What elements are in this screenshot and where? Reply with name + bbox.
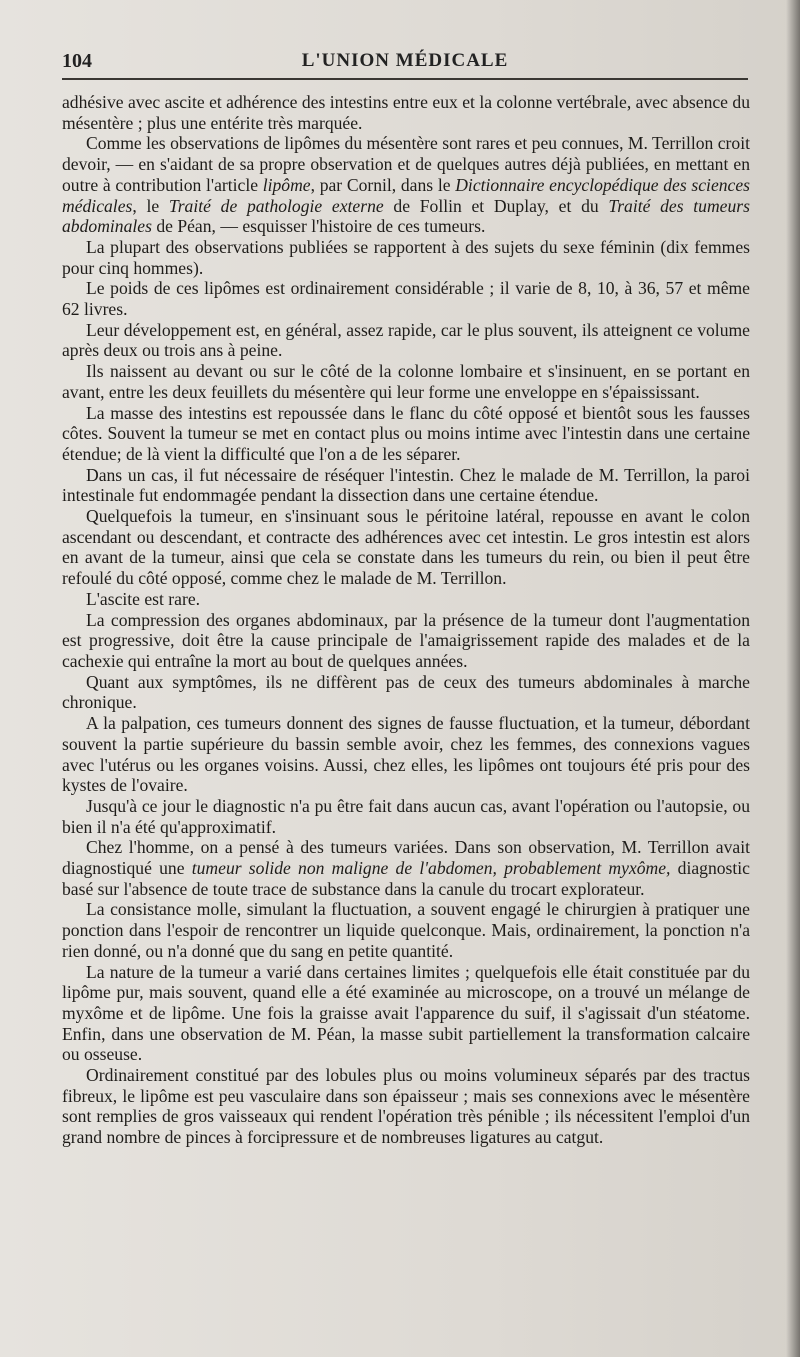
- text-segment: Leur développement est, en général, assez rapide, car le plus souvent, ils atteignent ce volume après deux ou trois ans à peine.: [62, 319, 750, 361]
- text-segment: , le: [132, 195, 169, 216]
- text-segment: Quant aux symptômes, ils ne diffèrent pas de ceux des tumeurs abdominales à marche chronique.: [62, 671, 750, 713]
- text-segment: Dans un cas, il fut nécessaire de réséquer l'intestin. Chez le malade de M. Terrillon, la paroi intestinale fut endommagée pendant la dissection dans une certaine étendue.: [62, 464, 750, 506]
- paragraph: [62, 133, 750, 237]
- paragraph: [62, 962, 750, 1066]
- paragraph: [62, 1065, 750, 1148]
- text-segment: La plupart des observations publiées se rapportent à des sujets du sexe féminin (dix femmes pour cinq hommes).: [62, 236, 750, 278]
- text-segment: A la palpation, ces tumeurs donnent des signes de fausse fluctuation, et la tumeur, débordant souvent la partie supérieure du bassin semble avoir, chez les femmes, des connexions vagues avec l'utérus ou les organes voisins. Aussi, chez elles, les lipômes ont toujours été pris pour des kystes de l'ovaire.: [62, 713, 750, 796]
- paragraph: [62, 237, 750, 278]
- text-segment: La nature de la tumeur a varié dans certaines limites ; quelquefois elle était constituée par du lipôme pur, mais souvent, quand elle a été examinée au microscope, on a trouvé un mélange de myxôme et de lipôme. Une fois la graisse avait l'apparence du suif, il s'agissait d'un stéatome. Enfin, dans une observation de M. Péan, la masse subit partiellement la transformation calcaire ou osseuse.: [62, 961, 750, 1065]
- running-title: L'UNION MÉDICALE: [301, 50, 509, 71]
- text-segment: , par Cornil, dans le: [310, 174, 456, 195]
- paragraph: [62, 465, 750, 506]
- paragraph: [62, 506, 750, 589]
- paragraph: [62, 610, 750, 672]
- paragraph: [62, 837, 750, 899]
- paragraph: [62, 361, 750, 402]
- text-segment: Ils naissent au devant ou sur le côté de la colonne lombaire et s'insinuent, en se portant en avant, entre les deux feuillets du mésentère qui leur forme une enveloppe en s'épaississant.: [62, 361, 750, 402]
- italic-text: Dictionnaire encyclopédique des sciences médicales: [62, 174, 751, 216]
- page-header: [62, 50, 748, 90]
- italic-text: Traité des tumeurs abdominales: [62, 195, 750, 237]
- body-text: [62, 92, 750, 1148]
- paragraph: [62, 589, 750, 610]
- paragraph: [62, 672, 750, 713]
- text-segment: L'ascite est rare.: [86, 588, 201, 609]
- text-segment: Chez l'homme, on a pensé à des tumeurs variées. Dans son observation, M. Terrillon avait diagnostiqué une: [62, 837, 750, 879]
- paragraph: [62, 320, 750, 361]
- paragraph: [62, 92, 750, 133]
- text-segment: La consistance molle, simulant la fluctuation, a souvent engagé le chirurgien à pratiquer une ponction dans l'espoir de rencontrer un liquide quelconque. Mais, ordinairement, la ponction n'a rien donné, ou n'a donné que du sang en petite quantité.: [62, 899, 750, 961]
- paragraph: [62, 899, 750, 961]
- text-segment: Quelquefois la tumeur, en s'insinuant sous le péritoine latéral, repousse en avant le colon ascendant ou descendant, et contracte des adhérences avec cet intestin. Le gros intestin est alors en avant de la tumeur, ainsi que cela se constate dans les tumeurs du rein, ou bien il peut être refoulé du côté opposé, comme chez le malade de M. Terrillon.: [62, 506, 750, 589]
- text-segment: Comme les observations de lipômes du mésentère sont rares et peu connues, M. Terrillon croit devoir, — en s'aidant de sa propre observation et de quelques autres déjà publiées, en mettant en outre à contribution l'article: [62, 133, 750, 195]
- text-segment: La masse des intestins est repoussée dans le flanc du côté opposé et bientôt sous les fausses côtes. Souvent la tumeur se met en contact plus ou moins intime avec l'intestin dans une certaine étendue; de là vient la difficulté que l'on a de les séparer.: [62, 402, 750, 464]
- italic-text: lipôme: [262, 174, 311, 195]
- paragraph: [62, 278, 750, 319]
- paragraph: [62, 403, 750, 465]
- header-rule: [62, 78, 748, 80]
- page-edge-shadow: [786, 0, 800, 1357]
- text-segment: Ordinairement constitué par des lobules plus ou moins volumineux séparés par des tractus fibreux, le lipôme est peu vasculaire dans son épaisseur ; mais ses connexions avec le mésentère sont remplies de gros vaisseaux qui rendent l'opération très pénible ; ils nécessitent l'emploi d'un grand nombre de pinces à forcipressure et de nombreuses ligatures au catgut.: [62, 1065, 750, 1148]
- text-segment: Le poids de ces lipômes est ordinairement considérable ; il varie de 8, 10, à 36, 57 et même 62 livres.: [62, 278, 750, 320]
- italic-text: tumeur solide non maligne de l'abdomen, probablement myxôme,: [191, 858, 671, 879]
- text-segment: diagnostic basé sur l'absence de toute trace de substance dans la canule du trocart explorateur.: [62, 858, 750, 899]
- text-segment: La compression des organes abdominaux, par la présence de la tumeur dont l'augmentation est progressive, doit être la cause principale de l'amaigrissement rapide des malades et de la cachexie qui entraîne la mort au bout de quelques années.: [62, 609, 750, 671]
- italic-text: Traité de pathologie externe: [168, 195, 384, 216]
- paragraph: [62, 796, 750, 837]
- text-segment: de Follin et Duplay, et du: [383, 195, 609, 216]
- text-segment: de Péan, — esquisser l'histoire de ces tumeurs.: [151, 216, 486, 237]
- text-segment: Jusqu'à ce jour le diagnostic n'a pu être fait dans aucun cas, avant l'opération ou l'autopsie, ou bien il n'a été qu'approximatif.: [62, 795, 750, 837]
- text-segment: adhésive avec ascite et adhérence des intestins entre eux et la colonne vertébrale, avec absence du mésentère ; plus une entérite très marquée.: [62, 92, 750, 133]
- page-number: 104: [62, 50, 92, 72]
- paragraph: [62, 713, 750, 796]
